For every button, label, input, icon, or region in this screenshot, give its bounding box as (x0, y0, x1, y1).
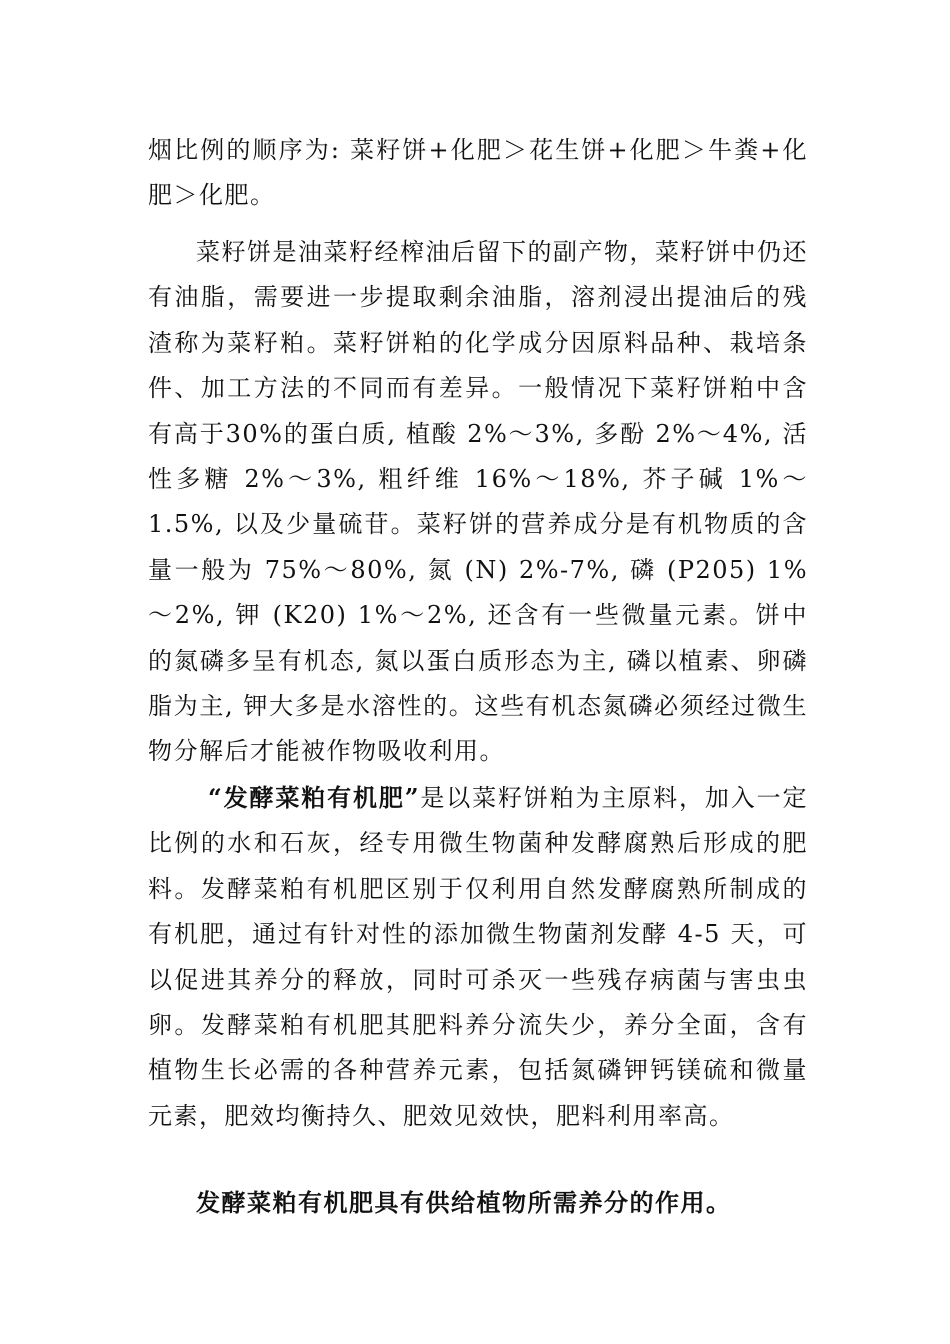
paragraph-body: 是以菜籽饼粕为主原料，加入一定比例的水和石灰，经专用微生物菌种发酵腐熟后形成的肥料。发酵菜粕有机肥区别于仅利用自然发酵腐熟所制成的有机肥，通过有针对性的添加微生物菌剂发酵 4-5 天，可以促进其养分的释放，同时可杀灭一些残存病菌与害虫虫卵。发酵菜粕有机肥其肥料养分流失少，养分全面，含有植物生长必需的各种营养元素，包括氮磷钾钙镁硫和微量元素，肥效均衡持久、肥效见效快，肥料利用率高。 (148, 784, 809, 1130)
paragraph-ratio-order: 烟比例的顺序为: 菜籽饼+化肥＞花生饼+化肥＞牛粪+化肥＞化肥。 (148, 136, 808, 210)
paragraph-fermented-meal (148, 775, 808, 1139)
section-heading: 发酵菜粕有机肥具有供给植物所需养分的作用。 (196, 1188, 732, 1217)
paragraph-lead-term: “发酵菜粕有机肥” (208, 783, 421, 812)
paragraph-rapeseed-cake: 菜籽饼是油菜籽经榨油后留下的副产物，菜籽饼中仍还有油脂，需要进一步提取剩余油脂，溶剂浸出提油后的残渣称为菜籽粕。菜籽饼粕的化学成分因原料品种、栽培条件、加工方法的不同而有差异。一般情况下菜籽饼粕中含有高于30%的蛋白质, 植酸 2%～3%, 多酚 2%～4%, 活性多糖 2%～3%, 粗纤维 16%～18%, 芥子碱 1%～1.5%, 以及少量硫苷。菜籽饼的营养成分是有机物质的含量一般为 75%～80%, 氮 (N) 2%-7%, 磷 (P205) 1%～2%, 钾 (K20) 1%～2%, 还含有一些微量元素。饼中的氮磷多呈有机态, 氮以蛋白质形态为主, 磷以植素、卵磷脂为主, 钾大多是水溶性的。这些有机态氮磷必须经过微生物分解后才能被作物吸收利用。 (148, 238, 808, 766)
